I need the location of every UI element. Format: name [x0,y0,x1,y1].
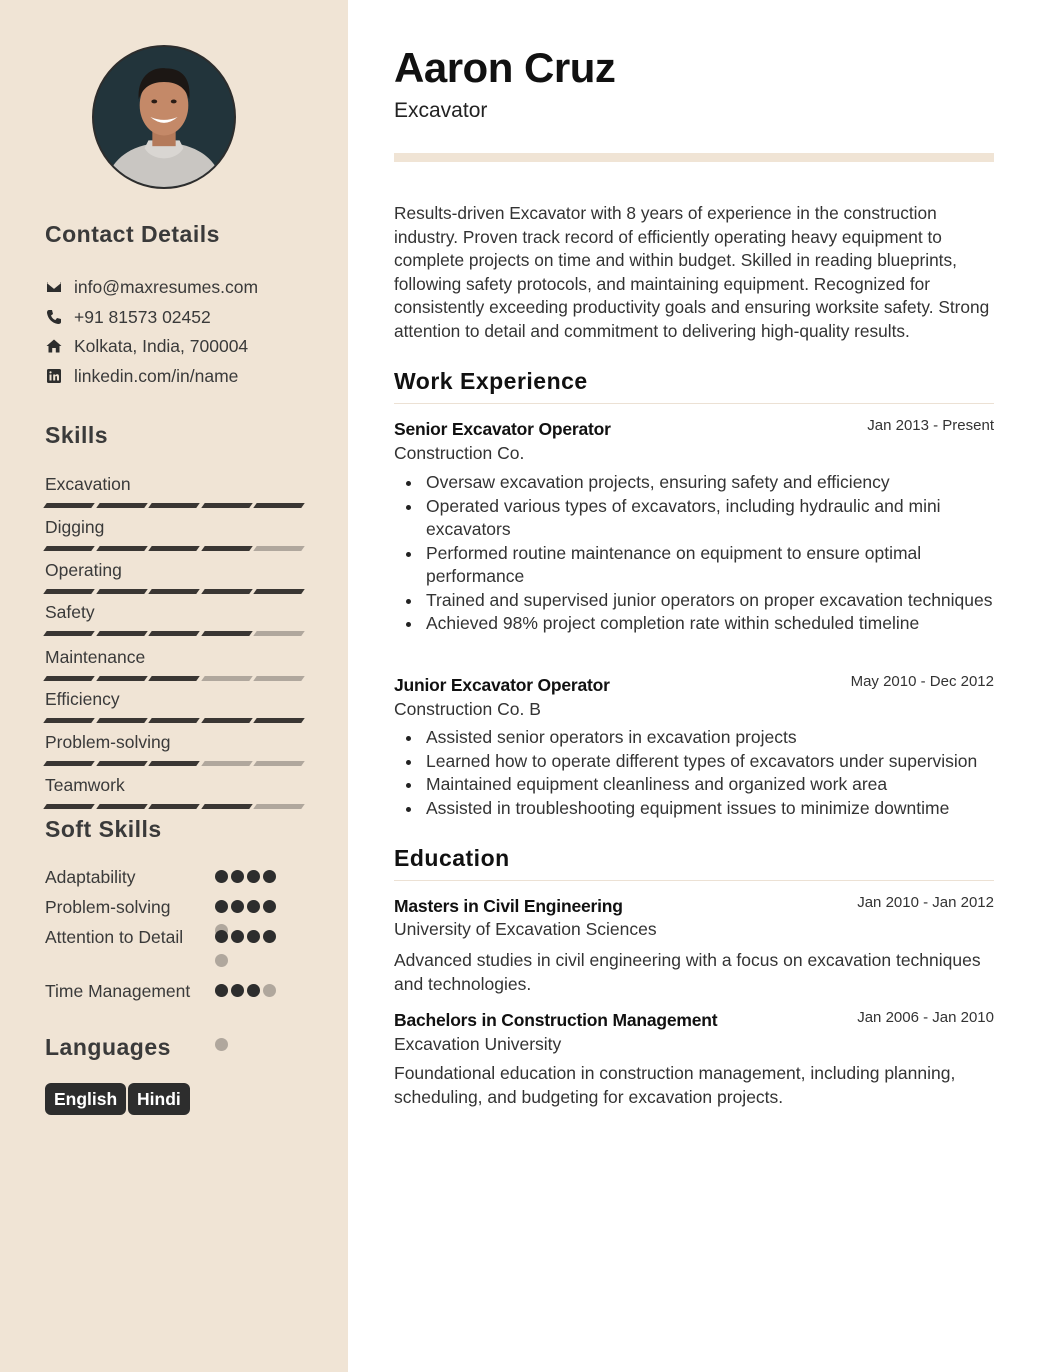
skill-label: Digging [45,517,105,537]
sidebar [0,0,348,1372]
skill-level-segment [96,676,147,681]
rating-dot [247,900,260,913]
home-icon [45,337,63,355]
list-item: Achieved 98% project completion rate within scheduled timeline [426,612,994,636]
profile-photo [92,45,236,189]
degree-dates: Jan 2010 - Jan 2012 [857,894,994,911]
contact-location [45,334,248,358]
skill-level-segment [148,631,199,636]
skill-level-segment [43,503,94,508]
soft-skill-label: Adaptability [45,867,136,887]
skill-level-bar [45,546,303,551]
skill-item [45,646,303,681]
skill-level-segment [96,804,147,809]
candidate-name: Aaron Cruz [394,44,616,91]
soft-skill-label: Attention to Detail [45,927,184,947]
rating-dot [247,930,260,943]
job-bullets [426,726,994,820]
skill-level-segment [201,503,252,508]
skill-level-segment [201,761,252,766]
skill-level-segment [201,589,252,594]
rating-dot [231,984,244,997]
skill-level-segment [253,761,304,766]
skill-level-segment [253,503,304,508]
skill-level-segment [96,546,147,551]
skill-level-segment [148,761,199,766]
skill-label: Efficiency [45,689,120,709]
degree-title: Bachelors in Construction Management [394,1010,718,1030]
skill-item [45,688,303,723]
rating-dot [263,870,276,883]
skill-level-segment [43,676,94,681]
job-title: Junior Excavator Operator [394,675,610,695]
rating-dot [231,900,244,913]
rating-dot [215,1038,228,1051]
contact-linkedin[interactable] [45,364,238,388]
rating-dot [215,900,228,913]
rating-dot [215,870,228,883]
contact-heading: Contact Details [45,221,220,247]
list-item: Learned how to operate different types of excavators under supervision [426,750,994,774]
degree-dates: Jan 2006 - Jan 2010 [857,1009,994,1026]
envelope-icon [45,278,63,296]
skill-level-bar [45,589,303,594]
rating-dot [215,984,228,997]
soft-skill-item [45,896,305,919]
degree-school: Excavation University [394,1034,562,1054]
skill-level-bar [45,676,303,681]
skill-item [45,601,303,636]
list-item: Trained and supervised junior operators on proper excavation techniques [426,589,994,613]
skill-level-segment [253,718,304,723]
degree-description: Advanced studies in civil engineering with a focus on excavation techniques and technologies. [394,950,981,994]
skill-label: Excavation [45,474,131,494]
soft-skill-item [45,866,305,889]
contact-email-text: info@maxresumes.com [74,276,259,297]
contact-phone[interactable] [45,305,211,329]
rating-dot [263,930,276,943]
languages-heading: Languages [45,1034,171,1060]
rating-dot [263,984,276,997]
skill-level-bar [45,804,303,809]
main-content [394,0,994,1372]
header-divider [394,153,994,162]
skill-level-segment [148,718,199,723]
work-heading: Work Experience [394,368,588,394]
degree-school: University of Excavation Sciences [394,919,657,939]
skill-level-segment [148,804,199,809]
contact-email[interactable] [45,275,258,299]
skill-item [45,774,303,809]
phone-icon [45,308,63,326]
skill-level-segment [201,804,252,809]
rating-dot [231,870,244,883]
skill-level-bar [45,503,303,508]
job-company: Construction Co. [394,443,525,463]
contact-location-text: Kolkata, India, 700004 [74,335,249,356]
skill-label: Safety [45,602,95,622]
skill-level-segment [201,631,252,636]
education-divider [394,880,994,881]
degree-description: Foundational education in construction management, including planning, scheduling, and budgeting for excavation projects. [394,1063,956,1107]
rating-dot [247,984,260,997]
job-dates: Jan 2013 - Present [867,417,994,434]
skill-level-segment [96,761,147,766]
skill-level-segment [96,503,147,508]
job-bullets [426,471,994,636]
rating-dot [215,930,228,943]
skill-level-segment [96,718,147,723]
skill-level-segment [253,546,304,551]
soft-skills-heading: Soft Skills [45,816,162,842]
skill-level-segment [43,546,94,551]
skill-label: Teamwork [45,775,125,795]
skill-level-bar [45,631,303,636]
list-item: Operated various types of excavators, including hydraulic and mini excavators [426,495,994,542]
skill-level-segment [43,718,94,723]
skill-item [45,731,303,766]
skill-level-segment [96,589,147,594]
skill-level-segment [148,503,199,508]
skill-level-segment [43,631,94,636]
candidate-title: Excavator [394,99,488,122]
skill-level-segment [201,676,252,681]
soft-skill-item [45,980,305,1003]
rating-dot [263,900,276,913]
skill-level-segment [201,546,252,551]
rating-dot [231,930,244,943]
skills-heading: Skills [45,422,109,448]
skill-level-segment [253,631,304,636]
skill-level-segment [43,761,94,766]
contact-linkedin-text: linkedin.com/in/name [74,365,239,386]
skill-level-segment [148,676,199,681]
linkedin-icon [45,367,63,385]
skill-level-segment [201,718,252,723]
skill-level-bar [45,718,303,723]
work-divider [394,403,994,404]
skill-item [45,473,303,508]
skill-level-segment [148,589,199,594]
language-tag: English [45,1083,126,1115]
soft-skill-rating [215,984,287,1092]
skill-level-segment [43,589,94,594]
skill-level-segment [96,631,147,636]
skill-level-segment [148,546,199,551]
skill-label: Problem-solving [45,732,171,752]
job-company: Construction Co. B [394,699,541,719]
job-title: Senior Excavator Operator [394,419,611,439]
rating-dot [247,870,260,883]
skill-level-segment [43,804,94,809]
skill-level-segment [253,804,304,809]
list-item: Assisted in troubleshooting equipment issues to minimize downtime [426,797,994,821]
education-heading: Education [394,845,510,871]
list-item: Assisted senior operators in excavation projects [426,726,994,750]
soft-skill-label: Time Management [45,981,191,1001]
list-item: Oversaw excavation projects, ensuring safety and efficiency [426,471,994,495]
skill-label: Operating [45,560,122,580]
language-tag: Hindi [128,1083,190,1115]
soft-skill-label: Problem-solving [45,897,171,917]
skill-item [45,559,303,594]
degree-title: Masters in Civil Engineering [394,896,623,916]
skill-level-segment [253,589,304,594]
skill-label: Maintenance [45,647,146,667]
job-dates: May 2010 - Dec 2012 [850,673,994,690]
skill-item [45,516,303,551]
list-item: Performed routine maintenance on equipment to ensure optimal performance [426,542,994,589]
soft-skill-item [45,926,305,949]
skill-level-bar [45,761,303,766]
skill-level-segment [253,676,304,681]
list-item: Maintained equipment cleanliness and organized work area [426,773,994,797]
summary-text: Results-driven Excavator with 8 years of experience in the construction industry. Proven track record of efficiently operating heavy equipment to complete projects on time and within budget. Skilled in reading blueprints, following safety protocols, and maintaining equipment. Recognized for consistently exceeding productivity goals and ensuring worksite safety. Strong attention to detail and commitment to delivering high-quality results. [394,203,990,341]
contact-phone-text: +91 81573 02452 [74,306,211,327]
